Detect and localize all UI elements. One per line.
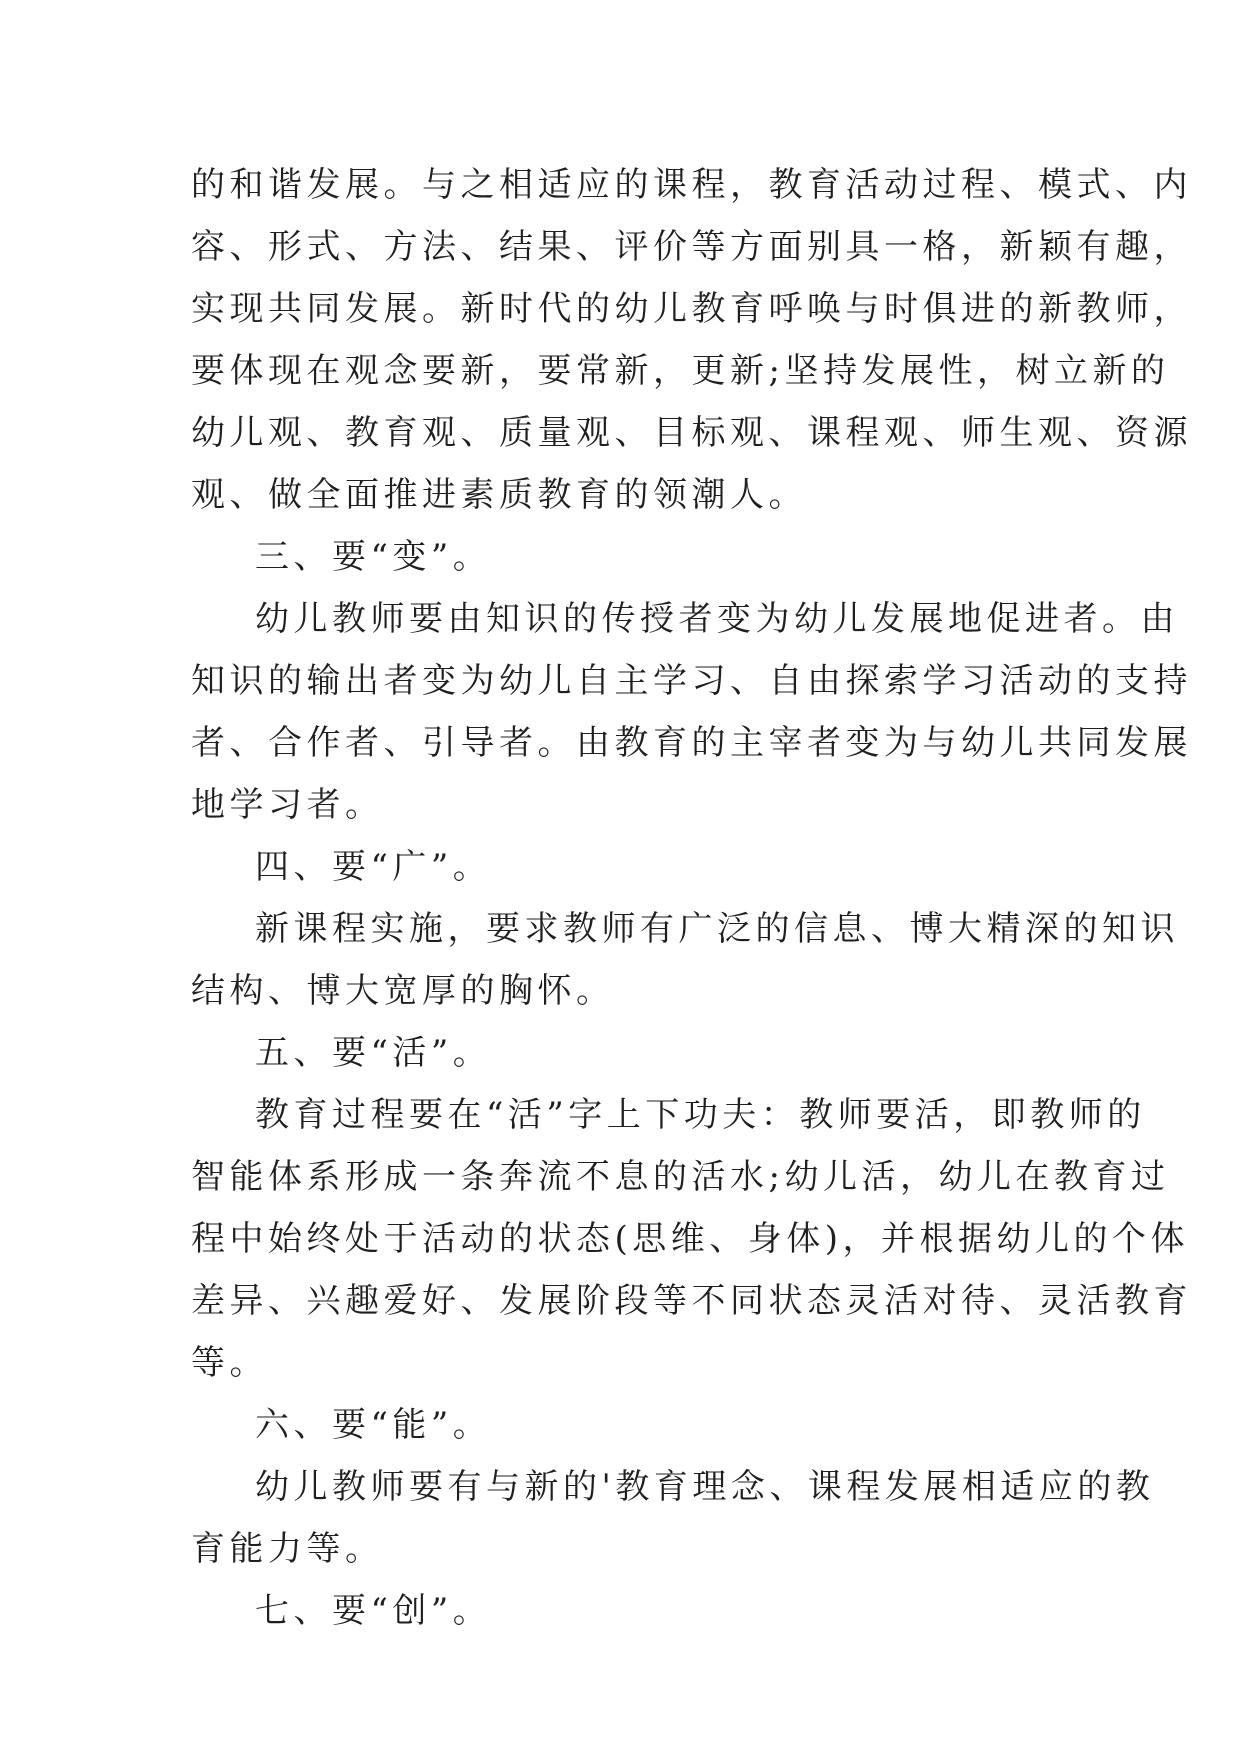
section-heading: 六、要“能”。 bbox=[255, 1405, 492, 1445]
text-line: 幼儿教师要有与新的'教育理念、课程发展相适应的教 bbox=[255, 1467, 1155, 1507]
section-heading: 三、要“变”。 bbox=[255, 537, 492, 577]
text-line: 新课程实施，要求教师有广泛的信息、博大精深的知识 bbox=[255, 909, 1179, 949]
section-heading: 七、要“创”。 bbox=[255, 1591, 492, 1631]
text-line: 幼儿观、教育观、质量观、目标观、课程观、师生观、资源 bbox=[191, 413, 1192, 453]
text-line: 差异、兴趣爱好、发展阶段等不同状态灵活对待、灵活教育 bbox=[191, 1281, 1192, 1321]
section-heading: 五、要“活”。 bbox=[255, 1033, 492, 1073]
text-line: 智能体系形成一条奔流不息的活水;幼儿活，幼儿在教育过 bbox=[191, 1157, 1170, 1197]
text-line: 要体现在观念要新，要常新，更新;坚持发展性，树立新的 bbox=[191, 351, 1170, 391]
text-line: 的和谐发展。与之相适应的课程，教育活动过程、模式、内 bbox=[191, 165, 1192, 205]
text-line: 等。 bbox=[191, 1343, 268, 1383]
text-line: 育能力等。 bbox=[191, 1529, 384, 1569]
text-line: 程中始终处于活动的状态(思维、身体)，并根据幼儿的个体 bbox=[191, 1219, 1190, 1259]
text-line: 容、形式、方法、结果、评价等方面别具一格，新颖有趣， bbox=[191, 227, 1192, 267]
text-line: 地学习者。 bbox=[191, 785, 384, 825]
text-line: 幼儿教师要由知识的传授者变为幼儿发展地促进者。由 bbox=[255, 599, 1179, 639]
document-body bbox=[191, 154, 1192, 1642]
text-line: 教育过程要在“活”字上下功夫：教师要活，即教师的 bbox=[255, 1095, 1146, 1135]
text-line: 结构、博大宽厚的胸怀。 bbox=[191, 971, 615, 1011]
text-line: 者、合作者、引导者。由教育的主宰者变为与幼儿共同发展 bbox=[191, 723, 1192, 763]
text-line: 实现共同发展。新时代的幼儿教育呼唤与时俱进的新教师， bbox=[191, 289, 1192, 329]
text-line: 知识的输出者变为幼儿自主学习、自由探索学习活动的支持 bbox=[191, 661, 1192, 701]
text-line: 观、做全面推进素质教育的领潮人。 bbox=[191, 475, 807, 515]
section-heading: 四、要“广”。 bbox=[255, 847, 492, 887]
